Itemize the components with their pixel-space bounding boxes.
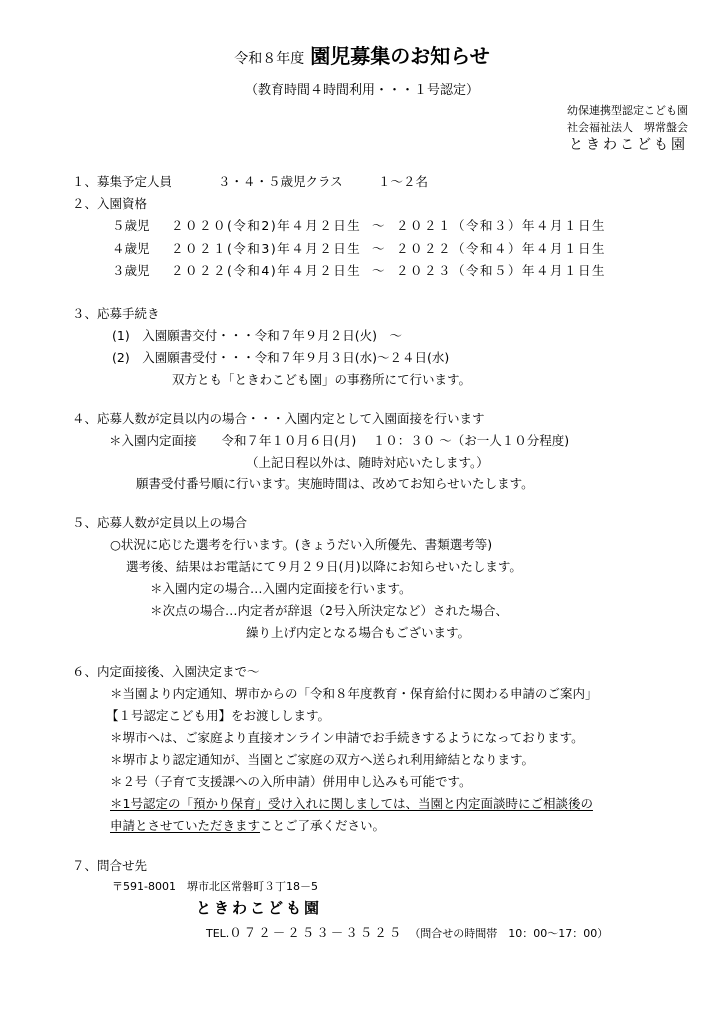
eligibility-age-3: ３歳児 <box>112 263 150 278</box>
section2-heading: ２、入園資格 <box>72 196 148 211</box>
selection-line-1: ○状況に応じた選考を行います。(きょうだい入所優先、書類選考等) <box>110 537 493 552</box>
interview-schedule: ＊入園内定面接 令和７年１０月６日(月) １０：３０ ～（お一人１０分程度) <box>109 433 570 448</box>
post-interview-line-7 <box>110 816 385 834</box>
procedure-note: 双方とも「ときわこども園」の事務所にて行います。 <box>172 372 472 387</box>
section1-class: ３・４・５歳児クラス <box>218 174 343 189</box>
eligibility-to-3: ２０２３（令和５）年４月１日生 <box>396 263 607 278</box>
eligibility-from-5: ２０２０(令和2)年４月２日生 <box>171 218 362 233</box>
section6-heading: ６、内定面接後、入園決定まで～ <box>72 664 260 679</box>
selection-line-4: ＊次点の場合…内定者が辞退（2号入所決定など）された場合、 <box>150 603 508 618</box>
page-subtitle: （教育時間４時間利用・・・１号認定） <box>244 83 479 98</box>
post-interview-line-2: 【１号認定こども用】をお渡しします。 <box>106 708 331 723</box>
post-interview-line-1: ＊当園より内定通知、堺市からの「令和８年度教育・保育給付に関わる申請のご案内」 <box>110 686 598 701</box>
org-name: ときわこども園 <box>569 137 688 153</box>
section3-heading: ３、応募手続き <box>72 306 160 321</box>
eligibility-sep-4: ～ <box>372 241 385 256</box>
section5-heading: ５、応募人数が定員以上の場合 <box>72 515 248 530</box>
eligibility-from-3: ２０２２(令和4)年４月２日生 <box>171 263 362 278</box>
phone-label: TEL. <box>206 927 230 940</box>
procedure-item-1: (1) 入園願書交付・・・令和７年９月２日(火) ～ <box>112 328 402 343</box>
page-title <box>0 40 724 69</box>
eligibility-to-5: ２０２１（令和３）年４月１日生 <box>396 218 607 233</box>
interview-order-note: 願書受付番号順に行います。実施時間は、改めてお知らせいたします。 <box>136 476 534 491</box>
org-corporation: 社会福祉法人 堺常盤会 <box>567 121 688 134</box>
contact-name: ときわこども園 <box>196 899 323 917</box>
section4-heading: ４、応募人数が定員以内の場合・・・入園内定として入園面接を行います <box>72 411 485 426</box>
contact-phone-line <box>206 922 608 941</box>
section1-count: １～２名 <box>378 174 429 189</box>
interview-other-dates: （上記日程以外は、随時対応いたします。） <box>246 455 489 470</box>
eligibility-sep-5: ～ <box>372 218 385 233</box>
contact-hours: （問合せの時間帯 10：00～17：00） <box>409 927 609 940</box>
procedure-item-2: (2) 入園願書受付・・・令和７年９月３日(水)～２４日(水) <box>112 350 450 365</box>
post-interview-line-3: ＊堺市へは、ご家庭より直接オンライン申請でお手続きするようになっております。 <box>110 730 584 745</box>
selection-line-3: ＊入園内定の場合…入園内定面接を行います。 <box>150 581 412 596</box>
post-interview-line-7-underlined: 申請とさせていただきます <box>110 818 261 833</box>
eligibility-sep-3: ～ <box>372 263 385 278</box>
section1-label: １、募集予定人員 <box>72 174 173 189</box>
title-year: 令和８年度 <box>234 51 305 67</box>
post-interview-line-6: ＊1号認定の「預かり保育」受け入れに関しましては、当園と内定面談時にご相談後の <box>110 796 593 811</box>
section7-heading: ７、問合せ先 <box>72 858 148 873</box>
eligibility-age-4: ４歳児 <box>112 241 150 256</box>
post-interview-line-5: ＊２号（子育て支援課への入所申請）併用申し込みも可能です。 <box>110 774 472 789</box>
org-type: 幼保連携型認定こども園 <box>567 104 688 117</box>
phone-number: ０７２－２５３－３５２５ <box>229 925 404 940</box>
post-interview-line-4: ＊堺市より認定通知が、当園とご家庭の双方へ送られ利用締結となります。 <box>110 752 535 767</box>
eligibility-from-4: ２０２１(令和3)年４月２日生 <box>171 241 362 256</box>
eligibility-to-4: ２０２２（令和４）年４月１日生 <box>396 241 607 256</box>
post-interview-line-7-rest: ことご了承ください。 <box>260 818 386 833</box>
selection-line-5: 繰り上げ内定となる場合もございます。 <box>246 625 471 640</box>
selection-line-2: 選考後、結果はお電話にて９月２９日(月)以降にお知らせいたします。 <box>126 559 522 574</box>
title-main: 園児募集のお知らせ <box>310 44 490 68</box>
eligibility-age-5: ５歳児 <box>112 218 150 233</box>
contact-address: 〒591-8001 堺市北区常磐町３丁18－5 <box>112 880 318 893</box>
